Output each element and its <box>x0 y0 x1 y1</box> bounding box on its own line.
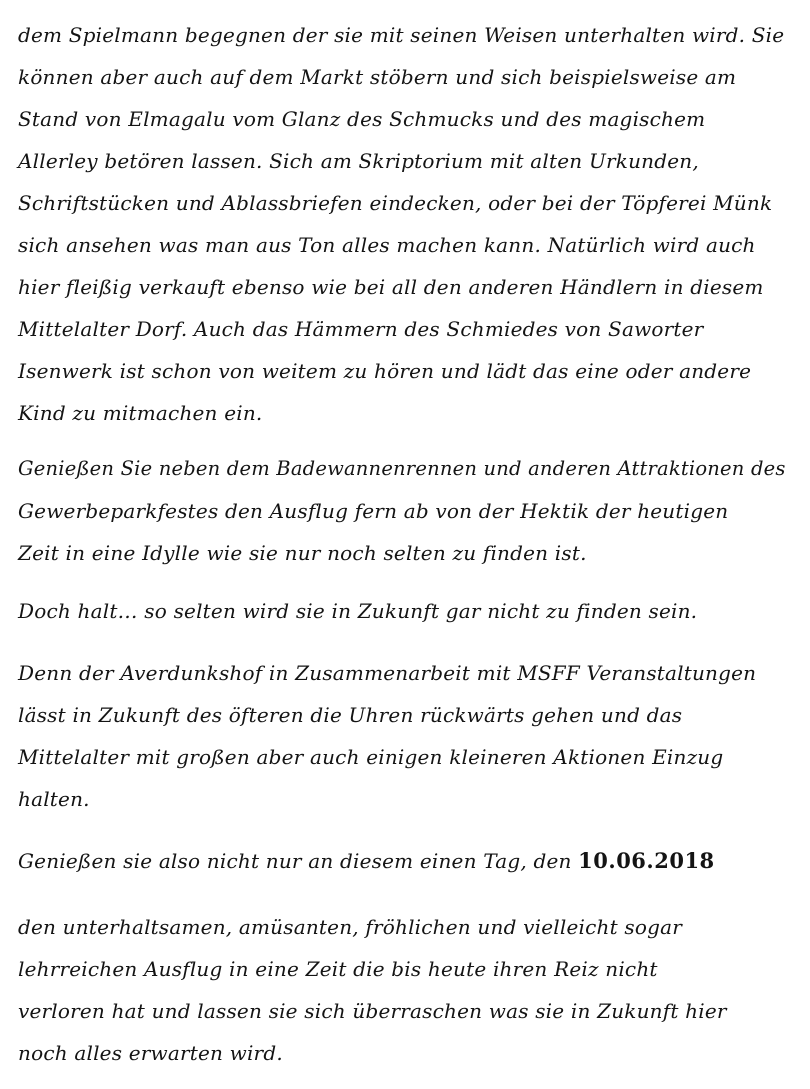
text-line: noch alles erwarten wird. <box>18 1041 283 1065</box>
text-line <box>18 840 798 882</box>
text-line: lehrreichen Ausflug in eine Zeit die bis heute ihren Reiz nicht <box>18 957 658 981</box>
text-line: den unterhaltsamen, amüsanten, fröhlichen und vielleicht sogar <box>18 915 682 939</box>
paragraph-averdunkshof <box>18 652 798 820</box>
text-line: können aber auch auf dem Markt stöbern und sich beispielsweise am <box>18 65 737 89</box>
event-date: 10.06.2018 <box>578 848 715 873</box>
paragraph-village-description <box>18 14 798 434</box>
text-line: sich ansehen was man aus Ton alles machen kann. Natürlich wird auch <box>18 233 756 257</box>
text-line: Isenwerk ist schon von weitem zu hören und lädt das eine oder andere <box>18 359 752 383</box>
text-line: Allerley betören lassen. Sich am Skriptorium mit alten Urkunden, <box>18 149 699 173</box>
text-line: verloren hat und lassen sie sich überraschen was sie in Zukunft hier <box>18 999 727 1023</box>
paragraph-enjoy-festival <box>18 448 798 574</box>
text-line: Zeit in eine Idylle wie sie nur noch selten zu finden ist. <box>18 541 587 565</box>
paragraph-closing <box>18 906 798 1074</box>
text-line: Schriftstücken und Ablassbriefen eindecken, oder bei der Töpferei Münk <box>18 191 773 215</box>
paragraph-event-date <box>18 840 798 882</box>
text-line: Mittelalter mit großen aber auch einigen kleineren Aktionen Einzug <box>18 745 724 769</box>
text-line: halten. <box>18 787 90 811</box>
text-line: Gewerbeparkfestes den Ausflug fern ab von der Hektik der heutigen <box>18 499 729 523</box>
text-line: lässt in Zukunft des öfteren die Uhren rückwärts gehen und das <box>18 703 683 727</box>
text-line: Kind zu mitmachen ein. <box>18 401 263 425</box>
text-line: Genießen Sie neben dem Badewannenrennen und anderen Attraktionen des <box>18 457 786 480</box>
text-line: Denn der Averdunkshof in Zusammenarbeit mit MSFF Veranstaltungen <box>18 661 757 685</box>
paragraph-but-wait <box>18 590 798 632</box>
text-line: dem Spielmann begegnen der sie mit seinen Weisen unterhalten wird. Sie <box>18 23 785 47</box>
text-line: Doch halt… so selten wird sie in Zukunft gar nicht zu finden sein. <box>18 599 698 623</box>
event-date-lead-text: Genießen sie also nicht nur an diesem einen Tag, den <box>18 849 572 873</box>
text-line: Stand von Elmagalu vom Glanz des Schmucks und des magischem <box>18 107 706 131</box>
text-line: Mittelalter Dorf. Auch das Hämmern des Schmiedes von Saworter <box>18 317 704 341</box>
text-line: hier fleißig verkauft ebenso wie bei all den anderen Händlern in diesem <box>18 275 764 299</box>
